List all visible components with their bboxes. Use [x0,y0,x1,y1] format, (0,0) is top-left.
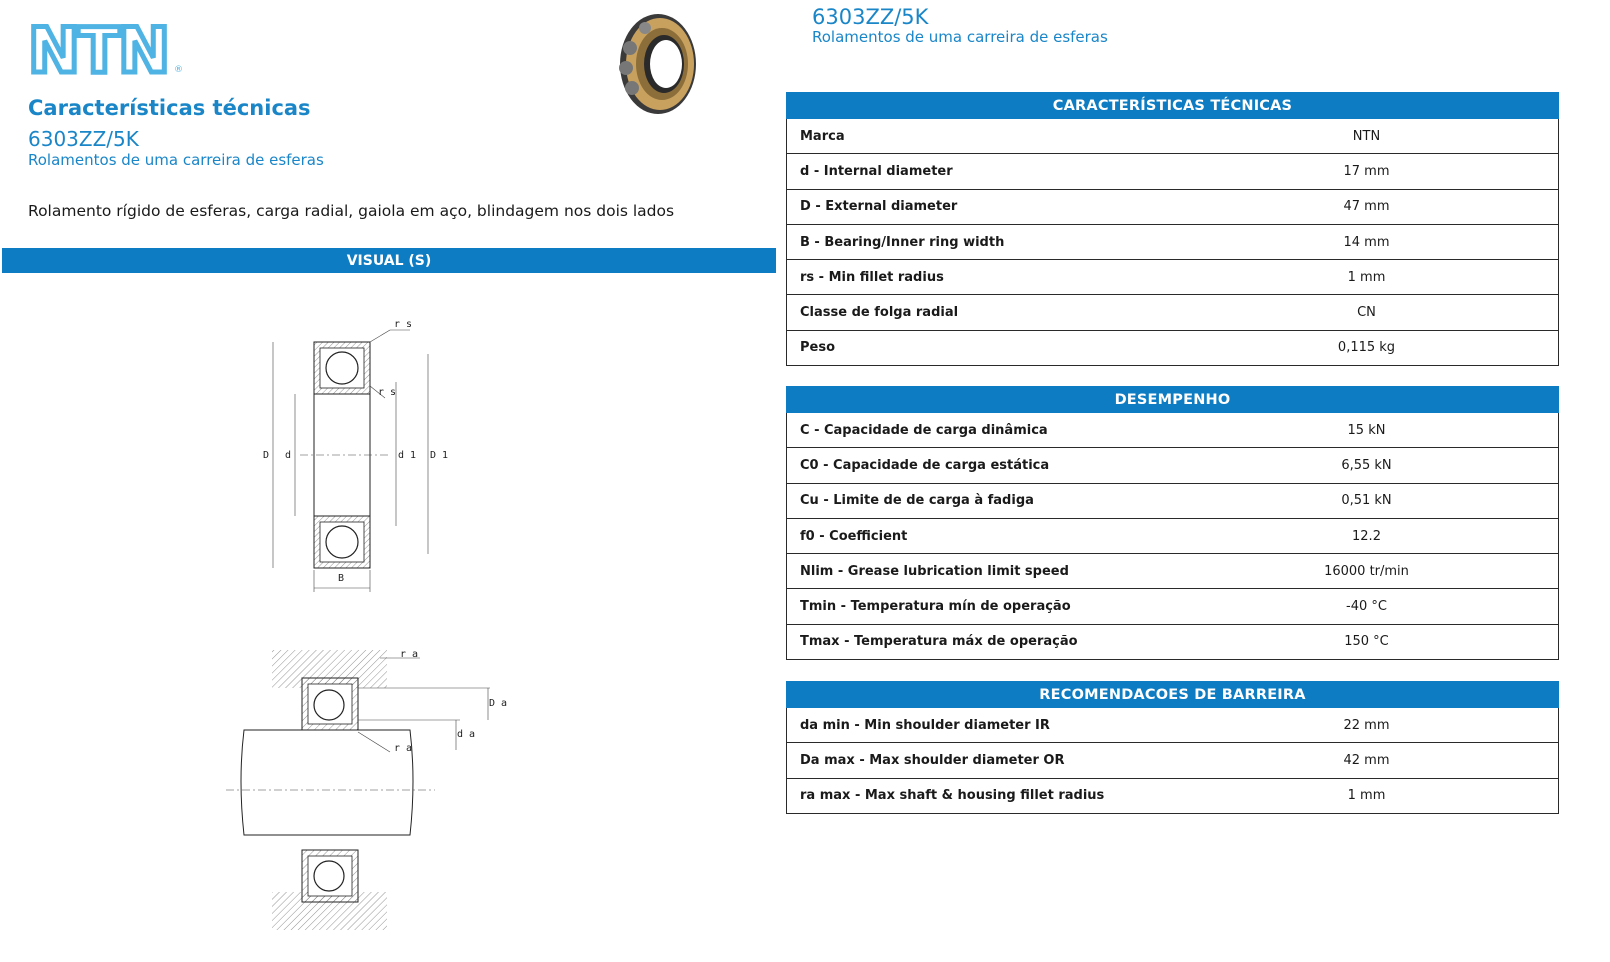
table-row: Tmin - Temperatura mín de operação -40 °C [786,589,1559,624]
table-row: C0 - Capacidade de carga estática 6,55 kN [786,448,1559,483]
table-row: d - Internal diameter 17 mm [786,154,1559,189]
label-rs-inner: r s [378,387,397,398]
performance-header: DESEMPENHO [786,386,1559,413]
label-ra: r a [400,649,419,660]
table-row: C - Capacidade de carga dinâmica 15 kN [786,413,1559,448]
technical-header: CARACTERÍSTICAS TÉCNICAS [786,92,1559,119]
top-product-code: 6303ZZ/5K [812,5,929,29]
table-row: f0 - Coefficient 12.2 [786,519,1559,554]
visual-section-header: VISUAL (S) [2,248,776,273]
label-ra-shaft: r a [394,743,413,754]
table-row: D - External diameter 47 mm [786,190,1559,225]
label-Da: D a [489,698,508,709]
table-row: ra max - Max shaft & housing fillet radius 1 mm [786,779,1559,814]
table-row: Da max - Max shoulder diameter OR 42 mm [786,743,1559,778]
barrier-header: RECOMENDACOES DE BARREIRA [786,681,1559,708]
label-D1: D 1 [430,450,449,461]
label-D: D [263,450,270,461]
bearing-dimension-diagram [240,300,480,600]
technical-panel [786,92,1559,366]
product-subtitle: Rolamentos de uma carreira de esferas [28,151,324,169]
product-description: Rolamento rígido de esferas, carga radial, gaiola em aço, blindagem nos dois lados [28,202,675,220]
top-product-subtitle: Rolamentos de uma carreira de esferas [812,28,1108,46]
bearing-image [600,8,710,118]
label-B: B [338,573,345,584]
table-row: B - Bearing/Inner ring width 14 mm [786,225,1559,260]
table-row: Tmax - Temperatura máx de operação 150 °C [786,625,1559,660]
label-d: d [285,450,292,461]
page-title: Características técnicas [28,96,311,120]
ntn-logo-text: NTN [28,20,169,80]
table-row: Marca NTN [786,119,1559,154]
label-d1: d 1 [398,450,417,461]
table-row: da min - Min shoulder diameter IR 22 mm [786,708,1559,743]
table-row: Classe de folga radial CN [786,295,1559,330]
product-code: 6303ZZ/5K [28,127,139,151]
mounting-diagram [220,640,530,940]
table-row: Nlim - Grease lubrication limit speed 16000 tr/min [786,554,1559,589]
table-row: Cu - Limite de de carga à fadiga 0,51 kN [786,484,1559,519]
table-row: Peso 0,115 kg [786,331,1559,366]
ntn-logo [28,20,188,80]
performance-panel [786,386,1559,660]
svg-text:®: ® [174,65,183,75]
table-row: rs - Min fillet radius 1 mm [786,260,1559,295]
label-da: d a [457,729,476,740]
label-rs: r s [394,319,413,330]
barrier-panel [786,681,1559,814]
